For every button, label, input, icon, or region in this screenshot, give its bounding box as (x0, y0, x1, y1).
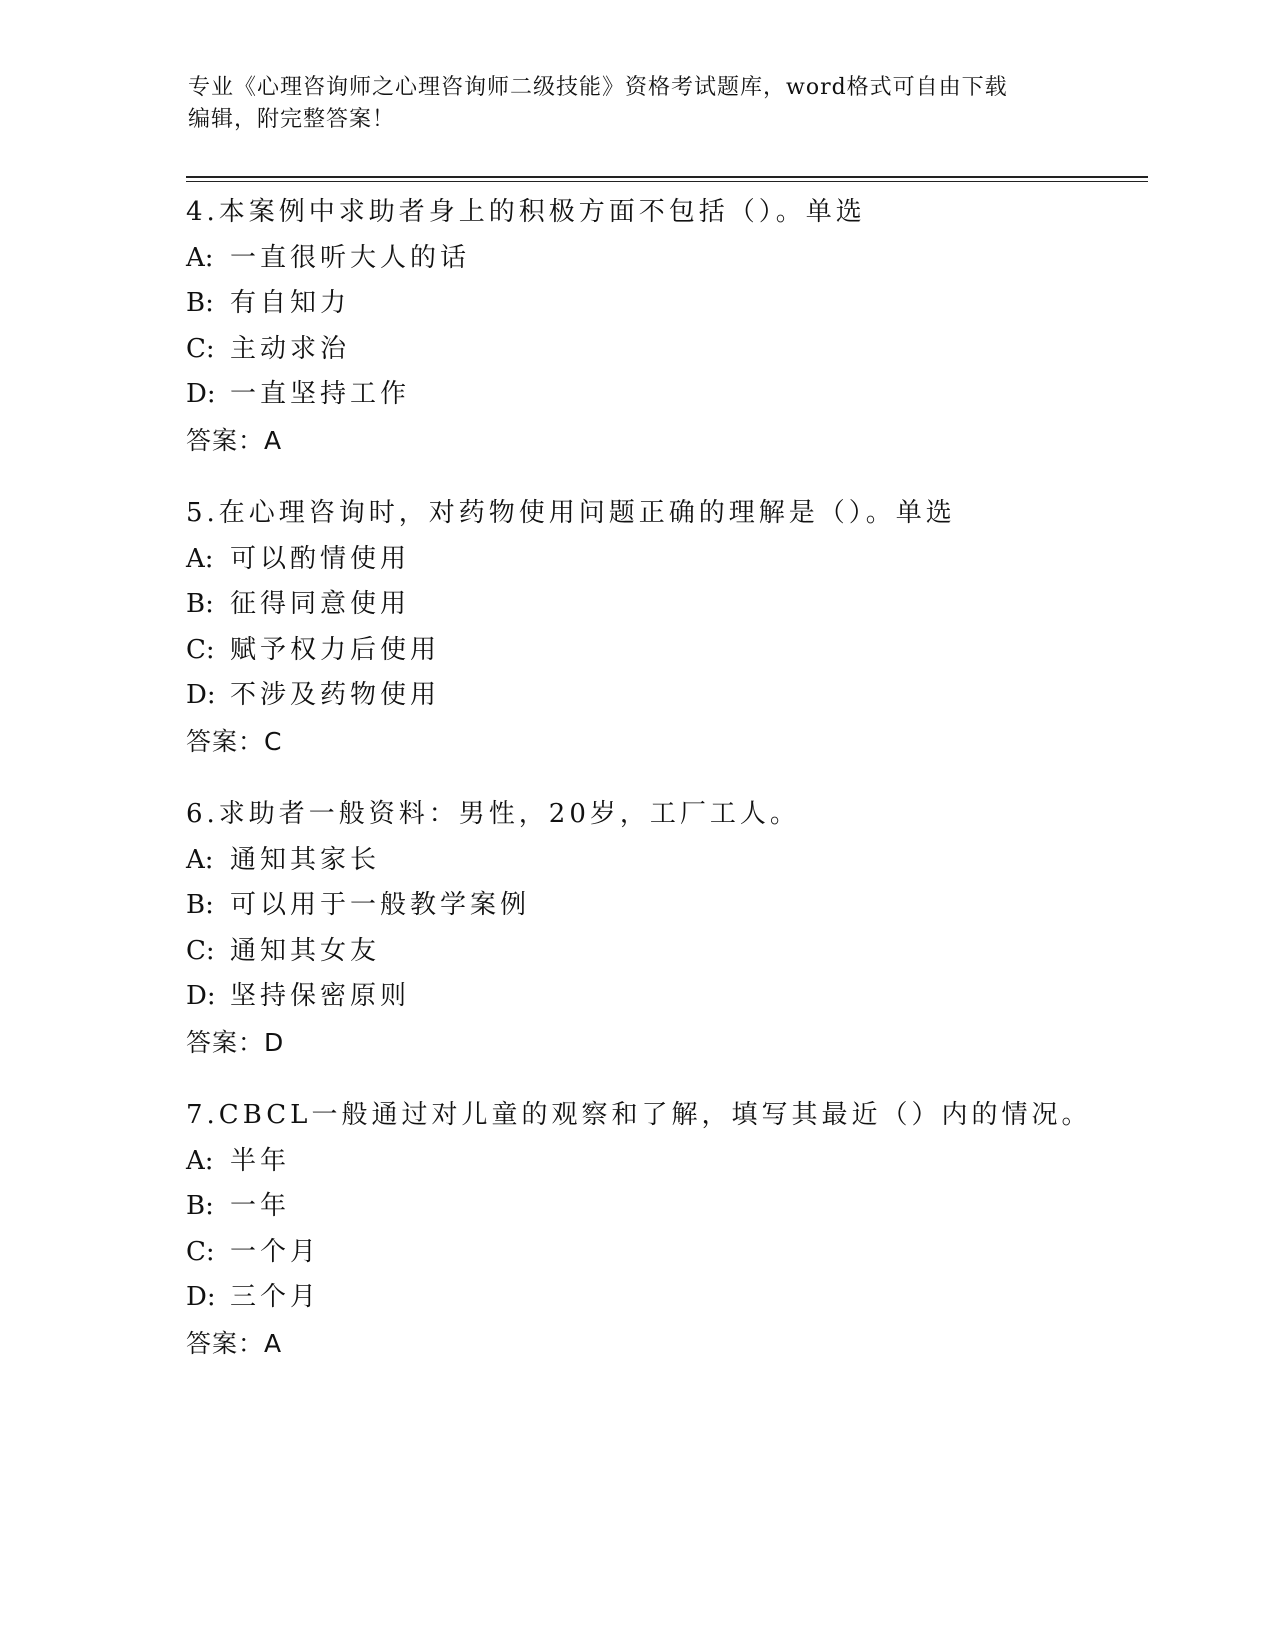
option-d (186, 1275, 1146, 1321)
question-list (186, 190, 1146, 1394)
option-text: 不涉及药物使用 (230, 680, 441, 710)
option-letter: C: (186, 935, 215, 966)
option-text: 主动求治 (230, 333, 351, 364)
option-text: 通知其家长 (230, 844, 381, 875)
option-text: 通知其女友 (230, 935, 381, 966)
option-letter: C: (186, 634, 215, 665)
option-text: 有自知力 (230, 288, 351, 318)
question-6 (186, 792, 1146, 1065)
option-text: 三个月 (230, 1282, 321, 1312)
option-text: 半年 (230, 1145, 291, 1176)
option-b (186, 582, 1146, 628)
option-text: 征得同意使用 (230, 589, 411, 619)
option-letter: A: (186, 1145, 214, 1176)
option-text: 一年 (230, 1191, 291, 1221)
question-stem: 6.求助者一般资料：男性，20岁，工厂工人。 (186, 799, 800, 829)
option-text: 可以用于一般教学案例 (230, 890, 531, 920)
option-b (186, 281, 1146, 327)
option-text: 一个月 (230, 1236, 321, 1267)
header-line-2: 编辑，附完整答案！ (188, 107, 396, 132)
option-text: 赋予权力后使用 (230, 634, 441, 665)
option-letter: B: (186, 1191, 214, 1221)
answer-line: 答案：A (186, 1328, 283, 1358)
document-header (188, 72, 1088, 136)
option-letter: B: (186, 288, 214, 318)
option-letter: D: (186, 379, 216, 409)
question-stem: 4.本案例中求助者身上的积极方面不包括（）。单选 (186, 197, 866, 227)
option-letter: B: (186, 589, 214, 619)
option-d (186, 673, 1146, 719)
option-text: 一直坚持工作 (230, 379, 411, 409)
option-a (186, 537, 1146, 583)
option-letter: A: (186, 242, 214, 273)
option-letter: C: (186, 1236, 215, 1267)
header-line-1: 专业《心理咨询师之心理咨询师二级技能》资格考试题库，word格式可自由下载 (188, 75, 1008, 100)
question-4 (186, 190, 1146, 463)
option-a (186, 236, 1146, 282)
option-c (186, 327, 1146, 373)
option-d (186, 372, 1146, 418)
option-d (186, 974, 1146, 1020)
option-c (186, 929, 1146, 975)
option-letter: A: (186, 844, 214, 875)
option-a (186, 1139, 1146, 1185)
question-5 (186, 491, 1146, 764)
answer-line: 答案：D (186, 1027, 285, 1057)
option-letter: D: (186, 1282, 216, 1312)
answer-line: 答案：A (186, 425, 283, 455)
option-text: 可以酌情使用 (230, 543, 411, 574)
question-7 (186, 1093, 1146, 1366)
option-letter: D: (186, 680, 216, 710)
option-c (186, 628, 1146, 674)
option-text: 坚持保密原则 (230, 981, 411, 1011)
option-b (186, 1184, 1146, 1230)
option-letter: B: (186, 890, 214, 920)
option-letter: A: (186, 543, 214, 574)
question-stem: 5.在心理咨询时，对药物使用问题正确的理解是（）。单选 (186, 498, 956, 528)
option-a (186, 838, 1146, 884)
option-c (186, 1230, 1146, 1276)
question-stem: 7.CBCL一般通过对儿童的观察和了解，填写其最近（）内的情况。 (186, 1100, 1092, 1130)
option-letter: C: (186, 333, 215, 364)
option-letter: D: (186, 981, 216, 1011)
header-divider-thick (186, 176, 1148, 178)
option-text: 一直很听大人的话 (230, 242, 471, 273)
answer-line: 答案：C (186, 726, 283, 756)
header-divider-thin (186, 181, 1148, 182)
option-b (186, 883, 1146, 929)
